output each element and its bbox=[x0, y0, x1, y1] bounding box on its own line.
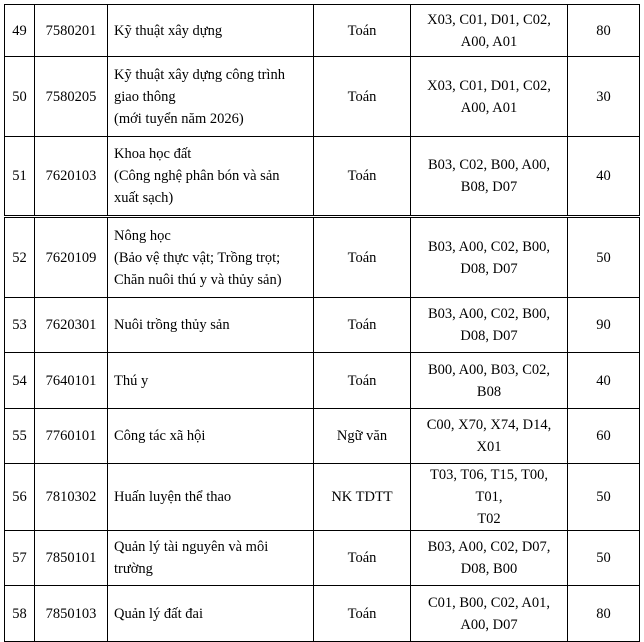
major-name-cell bbox=[108, 137, 314, 216]
subject-combination-cell-line: B00, A00, B03, C02, bbox=[427, 361, 551, 378]
subject-combination-cell-line: A00, A01 bbox=[460, 99, 518, 116]
quota-cell: 90 bbox=[568, 298, 640, 353]
admissions-table-bottom bbox=[4, 217, 640, 642]
major-name-cell-line: Nông học bbox=[114, 227, 171, 244]
subject-combination-cell bbox=[411, 464, 568, 531]
major-name-cell-line: Huấn luyện thể thao bbox=[114, 489, 232, 505]
major-name-cell-line: Khoa học đất bbox=[114, 146, 192, 162]
major-code-cell: 7760101 bbox=[35, 409, 108, 464]
major-name-cell-line: Chăn nuôi thú y và thủy sản) bbox=[114, 271, 282, 288]
subject-combination-cell-line: D08, D07 bbox=[460, 260, 518, 277]
subject-combination-cell bbox=[411, 586, 568, 642]
quota-cell: 80 bbox=[568, 5, 640, 57]
row-number-cell: 51 bbox=[5, 137, 35, 216]
major-name-cell-line: Thú y bbox=[114, 372, 149, 389]
quota-cell: 50 bbox=[568, 218, 640, 298]
subject-combination-cell-line: X03, C01, D01, C02, bbox=[427, 11, 551, 28]
major-code-cell: 7850103 bbox=[35, 586, 108, 642]
major-name-cell bbox=[108, 409, 314, 464]
table-row bbox=[5, 531, 640, 586]
subject-combination-cell-line: B08, D07 bbox=[460, 179, 518, 195]
subject-combination-cell bbox=[411, 137, 568, 216]
row-number-cell: 57 bbox=[5, 531, 35, 586]
major-name-cell-line: Nuôi trồng thủy sản bbox=[114, 317, 230, 333]
subject-combination-cell bbox=[411, 409, 568, 464]
major-name-cell bbox=[108, 586, 314, 642]
subject-combination-cell-line: A00, A01 bbox=[460, 33, 518, 50]
subject-combination-cell-line: A00, D07 bbox=[460, 616, 518, 633]
major-code-cell: 7580205 bbox=[35, 57, 108, 137]
quota-cell: 30 bbox=[568, 57, 640, 137]
subject-combination-cell-line: X03, C01, D01, C02, bbox=[427, 77, 551, 94]
major-name-cell-line: xuất sạch) bbox=[114, 190, 174, 206]
subject-combination-cell-line: D08, D07 bbox=[460, 328, 518, 344]
main-subject-cell: Toán bbox=[314, 137, 411, 216]
major-name-cell bbox=[108, 531, 314, 586]
row-number-cell: 54 bbox=[5, 353, 35, 409]
major-name-cell bbox=[108, 298, 314, 353]
row-number-cell: 56 bbox=[5, 464, 35, 531]
subject-combination-cell-line: B03, A00, C02, B00, bbox=[427, 238, 551, 255]
row-number-cell: 50 bbox=[5, 57, 35, 137]
main-subject-cell: Toán bbox=[314, 586, 411, 642]
major-name-cell-line: (Công nghệ phân bón và sản bbox=[114, 168, 280, 184]
quota-cell: 60 bbox=[568, 409, 640, 464]
admissions-table-top bbox=[4, 4, 640, 216]
main-subject-cell: Toán bbox=[314, 298, 411, 353]
subject-combination-cell-line: C01, B00, C02, A01, bbox=[427, 594, 551, 611]
major-name-cell-line: giao thông bbox=[114, 88, 176, 105]
subject-combination-cell-line: C00, X70, X74, D14, bbox=[426, 417, 552, 433]
quota-cell: 80 bbox=[568, 586, 640, 642]
table-row bbox=[5, 464, 640, 531]
subject-combination-cell bbox=[411, 57, 568, 137]
major-name-cell-line: (mới tuyển năm 2026) bbox=[114, 110, 244, 127]
major-code-cell: 7620109 bbox=[35, 218, 108, 298]
major-name-cell-line: Quản lý tài nguyên và môi bbox=[114, 539, 269, 555]
major-name-cell-line: trường bbox=[114, 561, 153, 577]
table-row bbox=[5, 298, 640, 353]
subject-combination-cell bbox=[411, 298, 568, 353]
subject-combination-cell bbox=[411, 531, 568, 586]
row-number-cell: 49 bbox=[5, 5, 35, 57]
main-subject-cell: Toán bbox=[314, 218, 411, 298]
row-number-cell: 58 bbox=[5, 586, 35, 642]
major-name-cell bbox=[108, 464, 314, 531]
quota-cell: 50 bbox=[568, 464, 640, 531]
subject-combination-cell-line: D08, B00 bbox=[460, 561, 518, 577]
subject-combination-cell-line: B03, A00, C02, B00, bbox=[427, 306, 551, 322]
major-code-cell: 7810302 bbox=[35, 464, 108, 531]
table-row bbox=[5, 57, 640, 137]
major-name-cell bbox=[108, 5, 314, 57]
table-row bbox=[5, 5, 640, 57]
table-row bbox=[5, 409, 640, 464]
table-row bbox=[5, 586, 640, 642]
major-code-cell: 7850101 bbox=[35, 531, 108, 586]
quota-cell: 40 bbox=[568, 137, 640, 216]
major-name-cell bbox=[108, 57, 314, 137]
subject-combination-cell-line: B03, C02, B00, A00, bbox=[427, 157, 551, 173]
row-number-cell: 53 bbox=[5, 298, 35, 353]
row-number-cell: 55 bbox=[5, 409, 35, 464]
table-row bbox=[5, 218, 640, 298]
quota-cell: 40 bbox=[568, 353, 640, 409]
subject-combination-cell-line: T03, T06, T15, T00, T01, bbox=[429, 467, 549, 505]
table-row bbox=[5, 137, 640, 216]
major-name-cell bbox=[108, 218, 314, 298]
major-code-cell: 7620301 bbox=[35, 298, 108, 353]
major-code-cell: 7640101 bbox=[35, 353, 108, 409]
subject-combination-cell-line: T02 bbox=[477, 511, 501, 527]
table-row bbox=[5, 353, 640, 409]
major-name-cell-line: Kỹ thuật xây dựng bbox=[114, 22, 223, 39]
major-name-cell-line: Kỹ thuật xây dựng công trình bbox=[114, 66, 285, 83]
major-code-cell: 7580201 bbox=[35, 5, 108, 57]
main-subject-cell: Ngữ văn bbox=[314, 409, 411, 464]
main-subject-cell: Toán bbox=[314, 353, 411, 409]
major-code-cell: 7620103 bbox=[35, 137, 108, 216]
subject-combination-cell-line: B03, A00, C02, D07, bbox=[427, 539, 551, 555]
major-name-cell-line: Quản lý đất đai bbox=[114, 605, 203, 622]
quota-cell: 50 bbox=[568, 531, 640, 586]
subject-combination-cell bbox=[411, 353, 568, 409]
major-name-cell-line: Công tác xã hội bbox=[114, 428, 206, 444]
subject-combination-cell-line: B08 bbox=[476, 383, 502, 400]
main-subject-cell: Toán bbox=[314, 531, 411, 586]
row-number-cell: 52 bbox=[5, 218, 35, 298]
main-subject-cell: Toán bbox=[314, 57, 411, 137]
subject-combination-cell bbox=[411, 5, 568, 57]
main-subject-cell: Toán bbox=[314, 5, 411, 57]
major-name-cell-line: (Bảo vệ thực vật; Trồng trọt; bbox=[114, 249, 281, 266]
subject-combination-cell-line: X01 bbox=[476, 439, 502, 455]
subject-combination-cell bbox=[411, 218, 568, 298]
major-name-cell bbox=[108, 353, 314, 409]
main-subject-cell: NK TDTT bbox=[314, 464, 411, 531]
